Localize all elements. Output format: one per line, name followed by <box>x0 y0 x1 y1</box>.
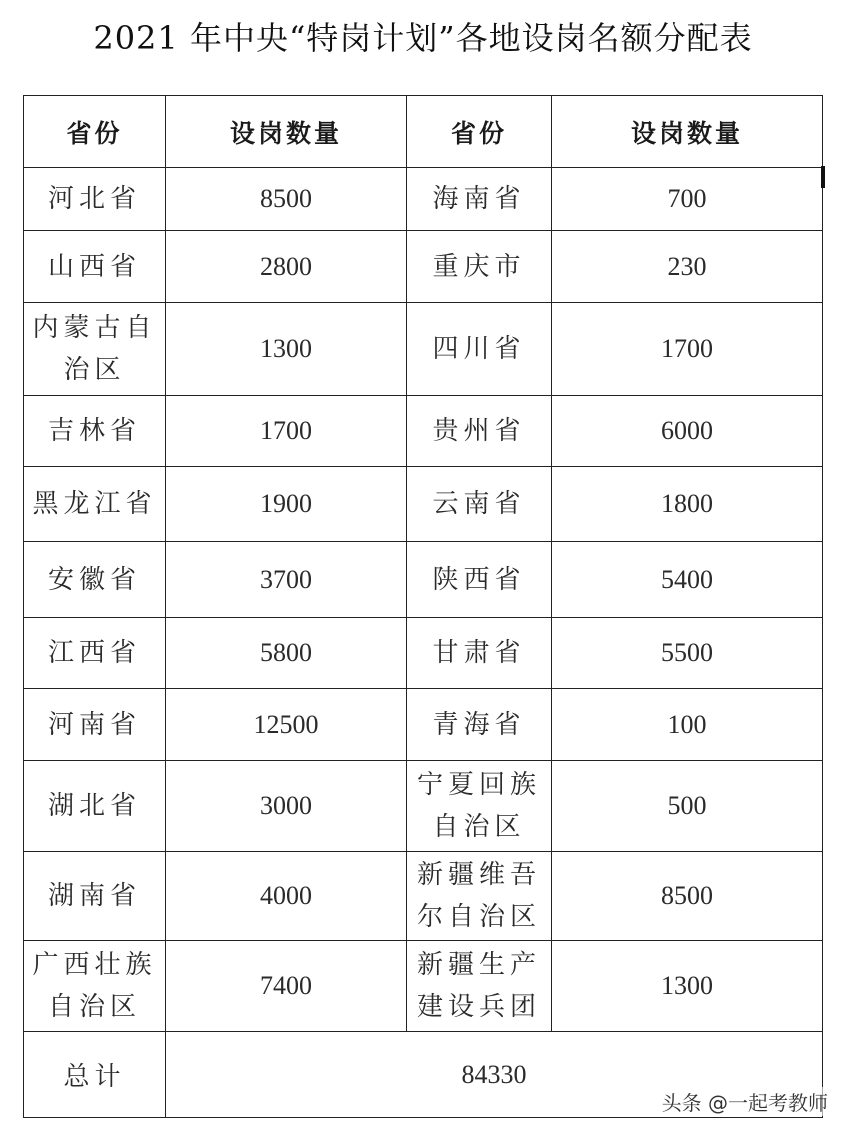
table-row <box>24 852 823 941</box>
table-row <box>24 303 823 396</box>
column-header-quota-left: 设岗数量 <box>166 96 407 168</box>
quota-cell: 8500 <box>166 168 407 231</box>
table-row <box>24 231 823 303</box>
quota-table <box>23 95 823 1118</box>
table-row <box>24 396 823 467</box>
quota-cell: 5800 <box>166 618 407 689</box>
table-row <box>24 941 823 1032</box>
province-cell: 重庆市 <box>407 231 552 303</box>
province-cell: 湖北省 <box>24 761 166 852</box>
province-cell: 海南省 <box>407 168 552 231</box>
province-cell: 甘肃省 <box>407 618 552 689</box>
province-cell: 山西省 <box>24 231 166 303</box>
quota-cell: 1800 <box>552 467 823 542</box>
table-row <box>24 689 823 761</box>
province-cell: 江西省 <box>24 618 166 689</box>
total-label: 总计 <box>24 1032 166 1118</box>
quota-cell: 1300 <box>166 303 407 396</box>
province-cell: 贵州省 <box>407 396 552 467</box>
quota-cell: 2800 <box>166 231 407 303</box>
table-row <box>24 168 823 231</box>
quota-cell: 6000 <box>552 396 823 467</box>
province-cell: 河南省 <box>24 689 166 761</box>
quota-cell: 500 <box>552 761 823 852</box>
province-cell: 湖南省 <box>24 852 166 941</box>
quota-cell: 230 <box>552 231 823 303</box>
province-cell: 四川省 <box>407 303 552 396</box>
quota-cell: 1300 <box>552 941 823 1032</box>
column-header-province-right: 省份 <box>407 96 552 168</box>
scan-edge-mark <box>821 166 825 188</box>
quota-cell: 8500 <box>552 852 823 941</box>
column-header-province-left: 省份 <box>24 96 166 168</box>
total-value: 84330 <box>166 1032 823 1118</box>
province-cell: 安徽省 <box>24 542 166 618</box>
quota-cell: 1900 <box>166 467 407 542</box>
table-row <box>24 467 823 542</box>
province-cell: 云南省 <box>407 467 552 542</box>
quota-cell: 100 <box>552 689 823 761</box>
province-cell: 陕西省 <box>407 542 552 618</box>
table-row <box>24 761 823 852</box>
quota-cell: 3000 <box>166 761 407 852</box>
province-cell: 新疆生产建设兵团 <box>407 941 552 1032</box>
watermark: 头条 @一起考教师 <box>662 1087 828 1116</box>
quota-cell: 7400 <box>166 941 407 1032</box>
province-cell: 宁夏回族自治区 <box>407 761 552 852</box>
province-cell: 青海省 <box>407 689 552 761</box>
quota-cell: 5400 <box>552 542 823 618</box>
quota-cell: 4000 <box>166 852 407 941</box>
province-cell: 黑龙江省 <box>24 467 166 542</box>
page-title: 2021 年中央“特岗计划”各地设岗名额分配表 <box>93 19 753 57</box>
table-row <box>24 618 823 689</box>
table-row <box>24 542 823 618</box>
province-cell: 内蒙古自治区 <box>24 303 166 396</box>
quota-cell: 1700 <box>166 396 407 467</box>
quota-cell: 5500 <box>552 618 823 689</box>
quota-cell: 12500 <box>166 689 407 761</box>
province-cell: 河北省 <box>24 168 166 231</box>
province-cell: 新疆维吾尔自治区 <box>407 852 552 941</box>
table-header-row <box>24 96 823 168</box>
province-cell: 广西壮族自治区 <box>24 941 166 1032</box>
quota-cell: 1700 <box>552 303 823 396</box>
quota-cell: 700 <box>552 168 823 231</box>
quota-cell: 3700 <box>166 542 407 618</box>
province-cell: 吉林省 <box>24 396 166 467</box>
column-header-quota-right: 设岗数量 <box>552 96 823 168</box>
